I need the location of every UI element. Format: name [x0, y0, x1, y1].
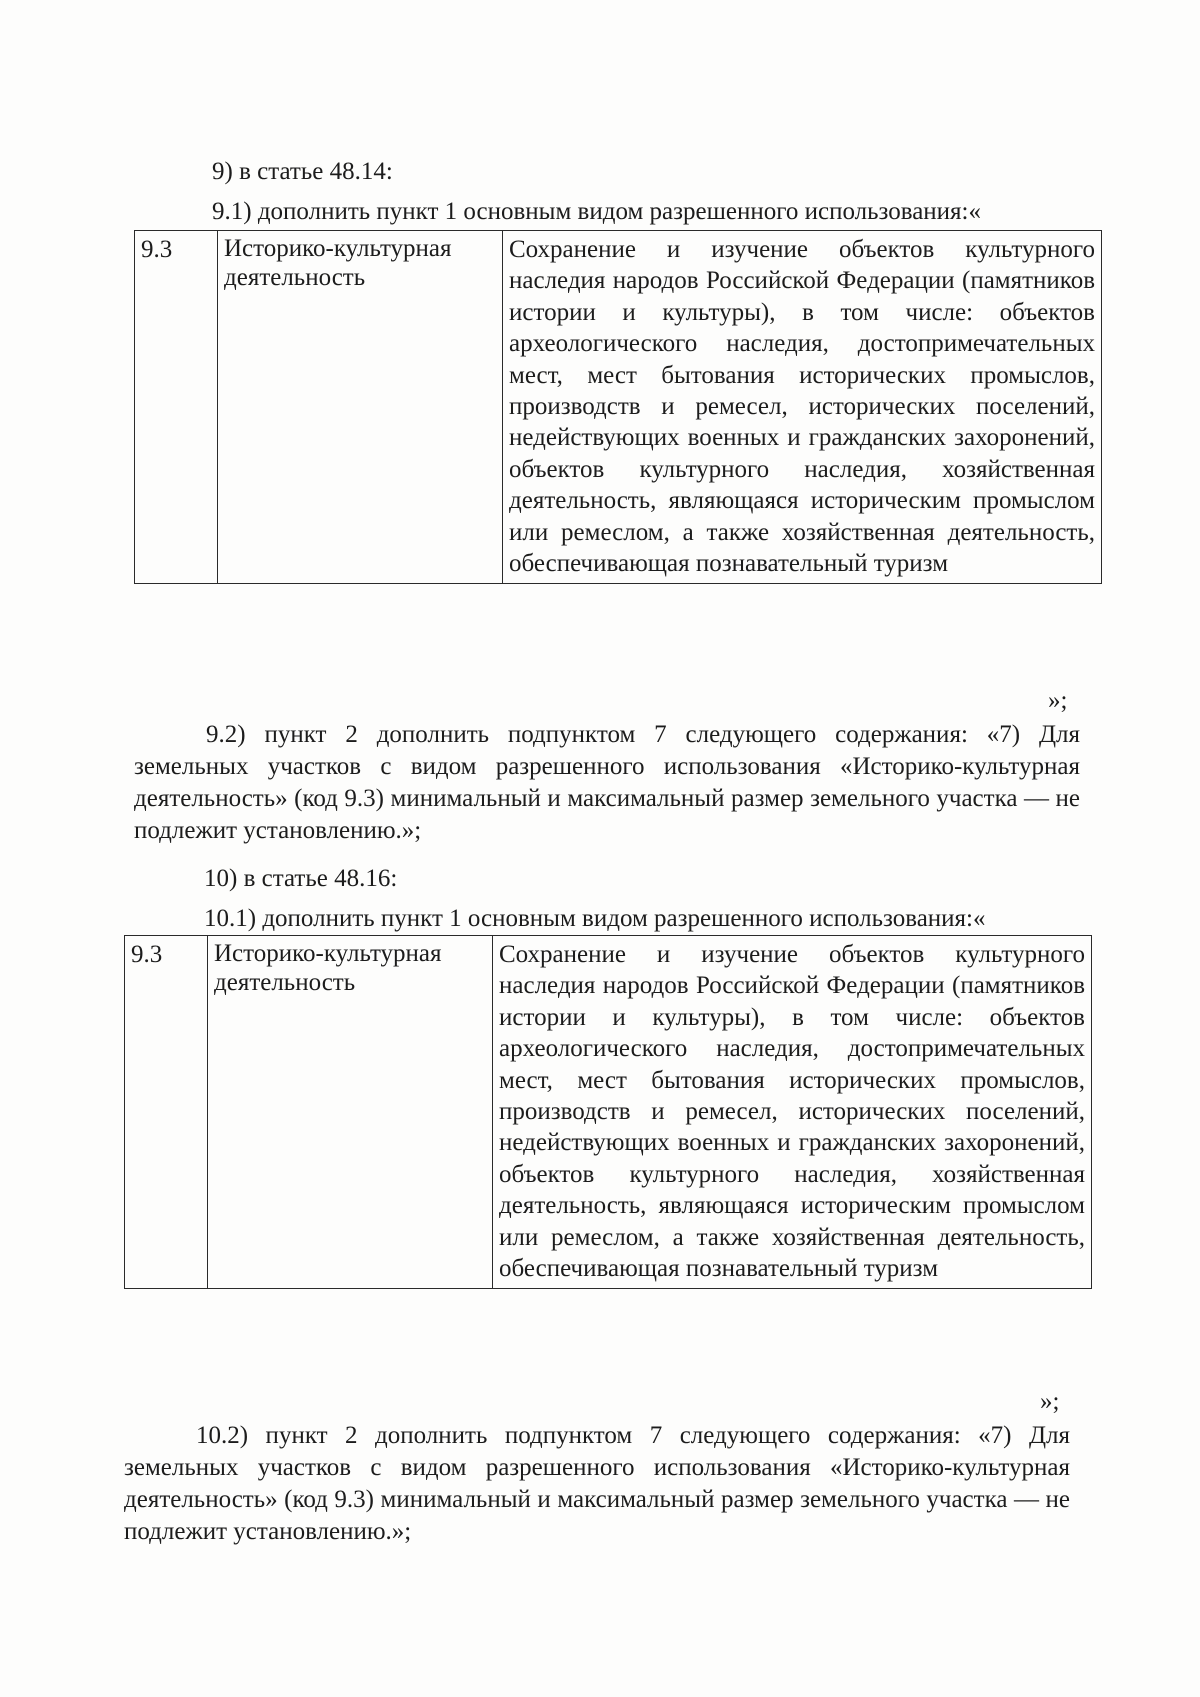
section-10-2-text: [124, 1420, 1070, 1548]
use-name-cell: Историко-культурная деятельность: [208, 936, 493, 1289]
table-row: [135, 231, 1102, 584]
section-9-1-intro: 9.1) дополнить пункт 1 основным видом разрешенного использования:«: [212, 198, 982, 225]
section-9-heading: 9) в статье 48.14:: [212, 158, 393, 185]
section-10-1-intro: 10.1) дополнить пункт 1 основным видом разрешенного использования:«: [204, 905, 986, 932]
section-10-heading: 10) в статье 48.16:: [204, 865, 398, 892]
section-10-table-close: »;: [1040, 1388, 1060, 1415]
section-9-2-text: [134, 719, 1080, 847]
section-9-table-close: »;: [1048, 687, 1068, 714]
use-code-cell: 9.3: [125, 936, 208, 1289]
land-use-table-9: [134, 230, 1102, 584]
use-code-cell: 9.3: [135, 231, 218, 584]
section-9-2-body: 9.2) пункт 2 дополнить подпунктом 7 следующего содержания: «7) Для земельных участков с видом разрешенного использования «Историко-культурная деятельность» (код 9.3) минимальный и максимальный размер земельного участка — не подлежит установлению.»;: [134, 721, 1080, 844]
use-description-cell: Сохранение и изучение объектов культурного наследия народов Российской Федерации (памятников истории и культуры), в том числе: объектов археологического наследия, достопримечательных мест, мест бытования исторических промыслов, производств и ремесел, исторических поселений, недействующих военных и гражданских захоронений, объектов культурного наследия, хозяйственная деятельность, являющаяся историческим промыслом или ремеслом, а также хозяйственная деятельность, обеспечивающая познавательный туризм: [493, 936, 1092, 1289]
land-use-table-10: [124, 935, 1092, 1289]
use-name-cell: Историко-культурная деятельность: [218, 231, 503, 584]
section-10-2-body: 10.2) пункт 2 дополнить подпунктом 7 следующего содержания: «7) Для земельных участков с видом разрешенного использования «Историко-культурная деятельность» (код 9.3) минимальный и максимальный размер земельного участка — не подлежит установлению.»;: [124, 1422, 1070, 1545]
table-row: [125, 936, 1092, 1289]
use-description-cell: Сохранение и изучение объектов культурного наследия народов Российской Федерации (памятников истории и культуры), в том числе: объектов археологического наследия, достопримечательных мест, мест бытования исторических промыслов, производств и ремесел, исторических поселений, недействующих военных и гражданских захоронений, объектов культурного наследия, хозяйственная деятельность, являющаяся историческим промыслом или ремеслом, а также хозяйственная деятельность, обеспечивающая познавательный туризм: [503, 231, 1102, 584]
